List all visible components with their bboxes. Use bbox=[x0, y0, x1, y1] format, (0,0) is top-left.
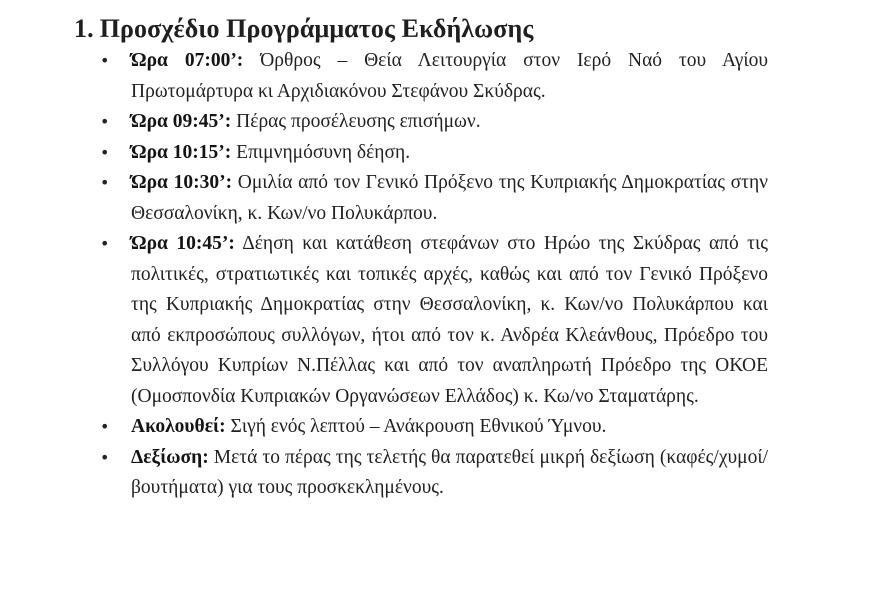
section-number: 1. bbox=[74, 14, 94, 43]
bullet-icon: • bbox=[100, 51, 110, 70]
program-item-1015 bbox=[100, 138, 768, 169]
program-item-1045 bbox=[100, 229, 768, 412]
bullet-icon: • bbox=[100, 234, 110, 253]
item-text: Δέηση και κατάθεση στεφάνων στο Ηρώο της Σκύδρας από τις πολιτικές, στρατιωτικές και τοπικές αρχές, καθώς και από τον Γενικό Πρόξενο της Κυπριακής Δημοκρατίας στην Θεσσαλονίκη, κ. Κων/νο Πολυκάρπου και από εκπροσώπους συλλόγων, ήτοι από τον κ. Ανδρέα Κλεάνθους, Πρόεδρο του Συλλόγου Κυπρίων Ν.Πέλλας και από τον αναπληρωτή Πρόεδρο της ΟΚΟΕ (Ομοσπονδία Κυπριακών Οργανώσεων Ελλάδος) κ. Κω/νο Σταματάρης. bbox=[131, 233, 768, 407]
item-label: Ώρα 10:15’: bbox=[131, 141, 232, 163]
item-label: Δεξίωση: bbox=[131, 446, 209, 468]
item-text: Μετά το πέρας της τελετής θα παρατεθεί μικρή δεξίωση (καφές/χυμοί/βουτήματα) για τους προσκεκλημένους. bbox=[131, 446, 768, 498]
program-item-0945 bbox=[100, 107, 768, 138]
item-label: Ώρα 07:00’: bbox=[131, 50, 244, 71]
program-item-following bbox=[100, 412, 768, 443]
item-label: Ώρα 10:45’: bbox=[131, 233, 235, 254]
bullet-icon: • bbox=[100, 112, 110, 131]
section-heading bbox=[74, 14, 533, 44]
item-label: Ακολουθεί: bbox=[131, 416, 226, 437]
bullet-icon: • bbox=[100, 173, 110, 192]
item-text: Ομιλία από τον Γενικό Πρόξενο της Κυπριακής Δημοκρατίας στην Θεσσαλονίκη, κ. Κων/νο Πολυκάρπου. bbox=[131, 172, 768, 224]
item-text: Πέρας προσέλευσης επισήμων. bbox=[231, 111, 481, 132]
item-label: Ώρα 10:30’: bbox=[131, 172, 233, 193]
item-text: Όρθρος – Θεία Λειτουργία στον Ιερό Ναό του Αγίου Πρωτομάρτυρα κι Αρχιδιακόνου Στεφάνου Σκύδρας. bbox=[131, 50, 768, 102]
program-item-reception bbox=[100, 443, 768, 504]
section-title: Προσχέδιο Προγράμματος Εκδήλωσης bbox=[99, 14, 534, 43]
program-item-0700 bbox=[100, 46, 768, 107]
bullet-icon: • bbox=[100, 142, 110, 162]
item-label: Ώρα 09:45’: bbox=[131, 111, 232, 132]
item-text: Σιγή ενός λεπτού – Ανάκρουση Εθνικού Ύμνου. bbox=[225, 416, 607, 437]
program-item-1030 bbox=[100, 168, 768, 229]
bullet-icon: • bbox=[100, 447, 110, 467]
item-text: Επιμνημόσυνη δέηση. bbox=[231, 141, 411, 163]
program-list bbox=[100, 46, 768, 504]
bullet-icon: • bbox=[100, 417, 110, 436]
